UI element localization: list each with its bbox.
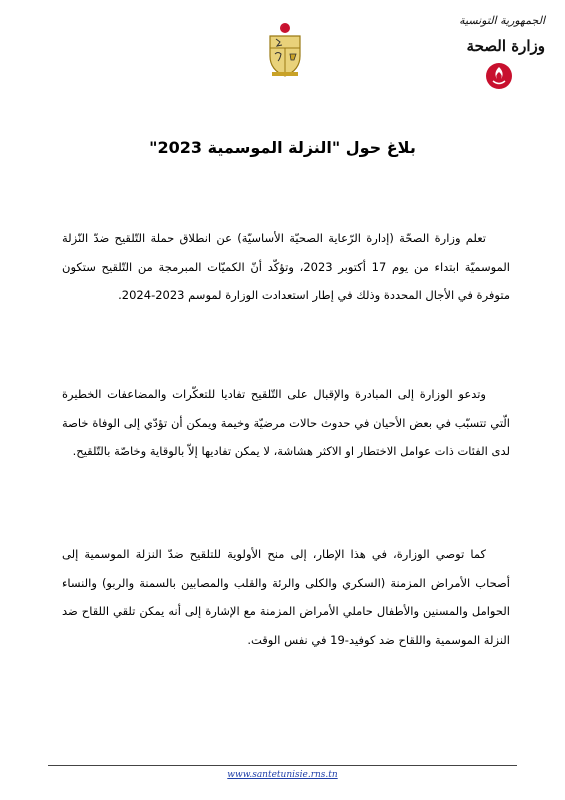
ministry-header [435,14,545,56]
page-title: بلاغ حول "النزلة الموسمية 2023" [149,138,416,157]
ministry-label: وزارة الصحة [466,37,545,55]
tunisia-coat-of-arms-icon [266,22,304,80]
paragraph-text: كما توصي الوزارة، في هذا الإطار، إلى منح الأولوية للتلقيح ضدّ النزلة الموسمية إلى أصحاب الأمراض المزمنة (السكري والكلى والرئة والقلب والمصابين بالسمنة والربو) والنساء الحوامل والمسنين والأطفال حاملي الأمراض المزمنة مع الإشارة إلى أنه يمكن تلقي اللقاح ضد النزلة الموسمية واللقاح ضد كوفيد-19 في نفس الوقت. [62,547,510,647]
ministry-emblem-icon [485,62,513,90]
paragraph-text: تعلم وزارة الصحّة (إدارة الرّعاية الصحيّة الأساسيّة) عن انطلاق حملة التّلقيح ضدّ النّزلة الموسميّة ابتداء من يوم 17 أكتوبر 2023، وتؤكّد أنّ الكميّات المبرمجة من التّلقيح ستكون متوفرة في الأجال المحددة وذلك في إطار استعدادت الوزارة لموسم 2023-2024. [62,231,510,302]
paragraph-1 [62,224,510,310]
paragraph-text: وتدعو الوزارة إلى المبادرة والإقبال على التّلقيح تفاديا للتعكّرات والمضاعفات الخطيرة الّتي تتسبّب في بعض الأحيان في حدوث حالات مرضيّة وخيمة ويمكن أن تؤدّي إلى الوفاة خاصة لدى الفئات ذات عوامل الاختطار او الاكثر هشاشة، لا يمكن تفاديها إلاّ بالوقاية وخاصّة بالتّلقيح. [62,387,510,458]
footer-link[interactable]: www.santetunisie.rns.tn [227,770,338,780]
republic-label: الجمهورية التونسية [459,14,545,27]
paragraph-3 [62,540,510,654]
paragraph-2 [62,380,510,466]
footer-divider [48,765,517,766]
